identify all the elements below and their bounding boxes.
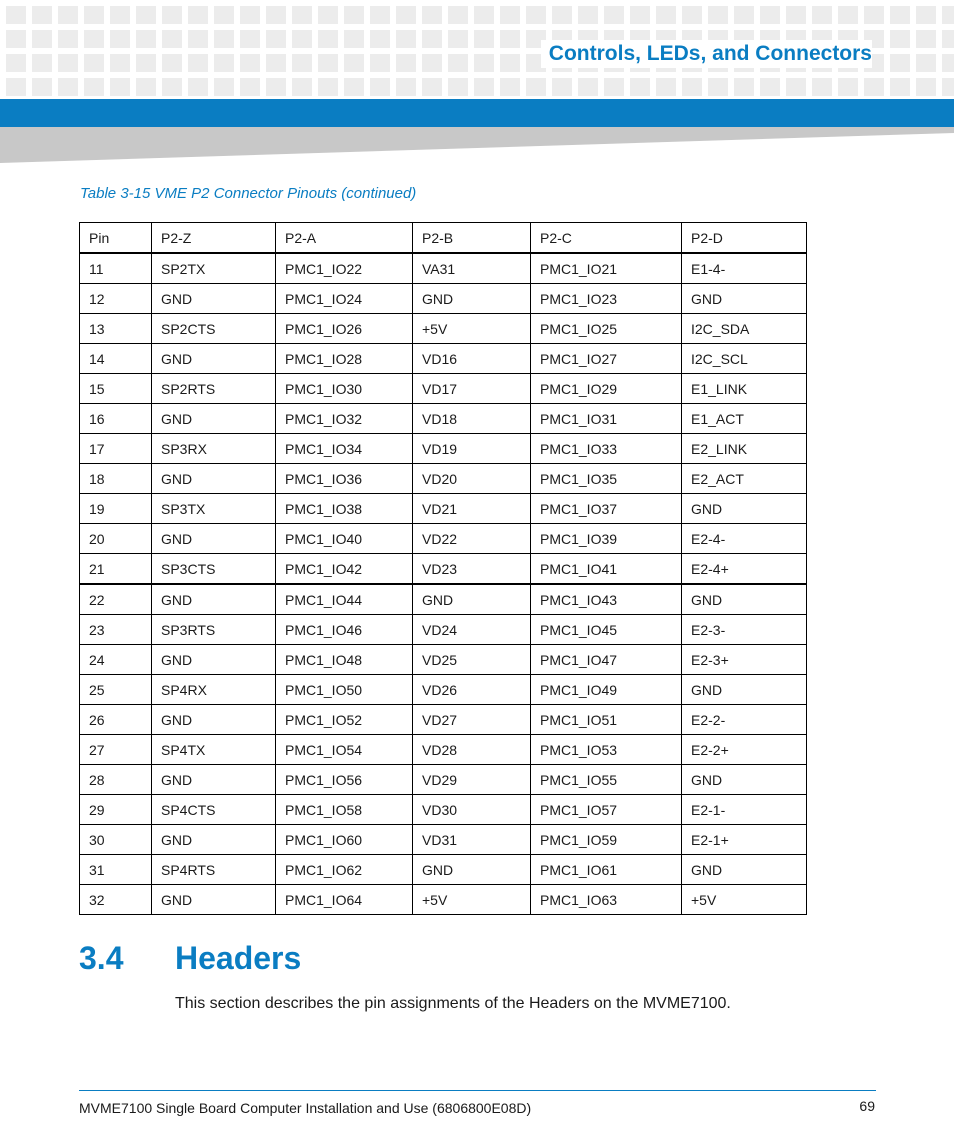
- table-cell: PMC1_IO31: [531, 404, 682, 434]
- table-cell: I2C_SDA: [682, 314, 807, 344]
- table-cell: E2-2-: [682, 705, 807, 735]
- table-row: [80, 404, 807, 434]
- table-cell: GND: [152, 464, 276, 494]
- table-cell: 20: [80, 524, 152, 554]
- table-row: [80, 284, 807, 314]
- table-cell: VD20: [413, 464, 531, 494]
- table-cell: GND: [413, 584, 531, 615]
- table-cell: 32: [80, 885, 152, 915]
- table-cell: PMC1_IO22: [276, 253, 413, 284]
- column-header-p2z: P2-Z: [152, 223, 276, 254]
- table-cell: VD26: [413, 675, 531, 705]
- table-cell: E2-1+: [682, 825, 807, 855]
- table-cell: PMC1_IO58: [276, 795, 413, 825]
- table-cell: +5V: [413, 885, 531, 915]
- table-cell: VD29: [413, 765, 531, 795]
- table-cell: VD25: [413, 645, 531, 675]
- table-cell: PMC1_IO42: [276, 554, 413, 585]
- table-cell: VD18: [413, 404, 531, 434]
- table-cell: GND: [152, 344, 276, 374]
- table-cell: SP4TX: [152, 735, 276, 765]
- section-number: 3.4: [79, 940, 124, 976]
- table-cell: 25: [80, 675, 152, 705]
- table-cell: PMC1_IO43: [531, 584, 682, 615]
- table-cell: SP4CTS: [152, 795, 276, 825]
- table-cell: VD22: [413, 524, 531, 554]
- table-cell: 28: [80, 765, 152, 795]
- table-cell: PMC1_IO29: [531, 374, 682, 404]
- table-cell: GND: [413, 855, 531, 885]
- table-cell: GND: [682, 855, 807, 885]
- table-row: [80, 314, 807, 344]
- table-cell: GND: [682, 584, 807, 615]
- table-caption: Table 3-15 VME P2 Connector Pinouts (continued): [80, 185, 417, 202]
- table-cell: E2-4+: [682, 554, 807, 585]
- table-cell: 26: [80, 705, 152, 735]
- table-cell: PMC1_IO34: [276, 434, 413, 464]
- table-cell: PMC1_IO44: [276, 584, 413, 615]
- table-cell: PMC1_IO26: [276, 314, 413, 344]
- table-cell: 22: [80, 584, 152, 615]
- table-cell: PMC1_IO40: [276, 524, 413, 554]
- table-cell: PMC1_IO61: [531, 855, 682, 885]
- table-cell: PMC1_IO51: [531, 705, 682, 735]
- table-cell: PMC1_IO47: [531, 645, 682, 675]
- table-cell: SP3TX: [152, 494, 276, 524]
- table-cell: I2C_SCL: [682, 344, 807, 374]
- table-cell: E1-4-: [682, 253, 807, 284]
- column-header-p2a: P2-A: [276, 223, 413, 254]
- header-grey-wedge: [0, 127, 954, 163]
- table-row: [80, 825, 807, 855]
- table-cell: 24: [80, 645, 152, 675]
- column-header-p2c: P2-C: [531, 223, 682, 254]
- table-row: [80, 885, 807, 915]
- header-blue-bar: [0, 99, 954, 127]
- table-cell: +5V: [413, 314, 531, 344]
- table-cell: SP3RTS: [152, 615, 276, 645]
- table-cell: 30: [80, 825, 152, 855]
- table-cell: PMC1_IO38: [276, 494, 413, 524]
- table-cell: 19: [80, 494, 152, 524]
- table-row: [80, 464, 807, 494]
- table-cell: GND: [152, 584, 276, 615]
- table-row: [80, 675, 807, 705]
- table-cell: PMC1_IO35: [531, 464, 682, 494]
- table-cell: PMC1_IO45: [531, 615, 682, 645]
- table-cell: GND: [413, 284, 531, 314]
- table-cell: PMC1_IO54: [276, 735, 413, 765]
- table-cell: +5V: [682, 885, 807, 915]
- table-cell: VD17: [413, 374, 531, 404]
- table-row: [80, 705, 807, 735]
- footer-document-title: MVME7100 Single Board Computer Installation and Use (6806800E08D): [79, 1100, 532, 1116]
- table-cell: VA31: [413, 253, 531, 284]
- table-cell: VD23: [413, 554, 531, 585]
- table-cell: 23: [80, 615, 152, 645]
- table-cell: GND: [682, 494, 807, 524]
- table-cell: VD31: [413, 825, 531, 855]
- table-cell: PMC1_IO27: [531, 344, 682, 374]
- table-cell: 16: [80, 404, 152, 434]
- table-cell: 21: [80, 554, 152, 585]
- table-row: [80, 253, 807, 284]
- table-cell: GND: [152, 765, 276, 795]
- table-cell: PMC1_IO62: [276, 855, 413, 885]
- table-cell: PMC1_IO41: [531, 554, 682, 585]
- table-cell: 31: [80, 855, 152, 885]
- table-cell: GND: [152, 404, 276, 434]
- table-cell: PMC1_IO49: [531, 675, 682, 705]
- table-cell: PMC1_IO59: [531, 825, 682, 855]
- table-cell: VD16: [413, 344, 531, 374]
- vme-p2-pinout-table: [79, 222, 807, 915]
- table-cell: PMC1_IO36: [276, 464, 413, 494]
- table-row: [80, 374, 807, 404]
- table-row: [80, 735, 807, 765]
- table-row: [80, 524, 807, 554]
- table-cell: PMC1_IO21: [531, 253, 682, 284]
- table-cell: PMC1_IO55: [531, 765, 682, 795]
- table-cell: GND: [152, 825, 276, 855]
- table-cell: PMC1_IO46: [276, 615, 413, 645]
- table-row: [80, 645, 807, 675]
- table-row: [80, 765, 807, 795]
- table-cell: GND: [152, 524, 276, 554]
- table-cell: PMC1_IO52: [276, 705, 413, 735]
- table-cell: PMC1_IO53: [531, 735, 682, 765]
- table-cell: VD24: [413, 615, 531, 645]
- table-cell: VD21: [413, 494, 531, 524]
- table-cell: E2-3-: [682, 615, 807, 645]
- footer-page-number: 69: [859, 1098, 875, 1114]
- table-cell: SP2RTS: [152, 374, 276, 404]
- table-cell: PMC1_IO23: [531, 284, 682, 314]
- table-row: [80, 494, 807, 524]
- table-cell: E2-1-: [682, 795, 807, 825]
- table-cell: 17: [80, 434, 152, 464]
- table-cell: E2-4-: [682, 524, 807, 554]
- table-cell: SP3RX: [152, 434, 276, 464]
- table-cell: SP2TX: [152, 253, 276, 284]
- table-cell: PMC1_IO56: [276, 765, 413, 795]
- column-header-p2d: P2-D: [682, 223, 807, 254]
- table-cell: PMC1_IO37: [531, 494, 682, 524]
- table-cell: GND: [682, 675, 807, 705]
- table-cell: PMC1_IO63: [531, 885, 682, 915]
- table-cell: 14: [80, 344, 152, 374]
- table-row: [80, 434, 807, 464]
- table-row: [80, 615, 807, 645]
- table-cell: VD27: [413, 705, 531, 735]
- table-cell: PMC1_IO60: [276, 825, 413, 855]
- table-cell: PMC1_IO32: [276, 404, 413, 434]
- section-title: Headers: [175, 940, 302, 976]
- table-cell: PMC1_IO50: [276, 675, 413, 705]
- table-row: [80, 795, 807, 825]
- table-cell: 11: [80, 253, 152, 284]
- table-cell: GND: [682, 284, 807, 314]
- table-header-row: [80, 223, 807, 254]
- table-cell: E1_ACT: [682, 404, 807, 434]
- table-cell: PMC1_IO24: [276, 284, 413, 314]
- column-header-p2b: P2-B: [413, 223, 531, 254]
- table-cell: PMC1_IO30: [276, 374, 413, 404]
- table-cell: GND: [682, 765, 807, 795]
- table-cell: 12: [80, 284, 152, 314]
- table-cell: GND: [152, 885, 276, 915]
- table-cell: GND: [152, 645, 276, 675]
- table-cell: 29: [80, 795, 152, 825]
- table-cell: 18: [80, 464, 152, 494]
- table-cell: VD30: [413, 795, 531, 825]
- table-row: [80, 855, 807, 885]
- running-header-title: Controls, LEDs, and Connectors: [541, 40, 872, 68]
- table-cell: PMC1_IO39: [531, 524, 682, 554]
- table-cell: E2_ACT: [682, 464, 807, 494]
- table-cell: PMC1_IO28: [276, 344, 413, 374]
- table-cell: PMC1_IO33: [531, 434, 682, 464]
- table-cell: PMC1_IO48: [276, 645, 413, 675]
- section-intro-paragraph: This section describes the pin assignments of the Headers on the MVME7100.: [175, 995, 731, 1012]
- table-row: [80, 554, 807, 585]
- table-cell: VD19: [413, 434, 531, 464]
- table-cell: SP3CTS: [152, 554, 276, 585]
- table-cell: 27: [80, 735, 152, 765]
- table-cell: SP4RTS: [152, 855, 276, 885]
- table-cell: E1_LINK: [682, 374, 807, 404]
- table-cell: SP2CTS: [152, 314, 276, 344]
- table-cell: 15: [80, 374, 152, 404]
- table-cell: E2-2+: [682, 735, 807, 765]
- table-cell: 13: [80, 314, 152, 344]
- table-cell: E2-3+: [682, 645, 807, 675]
- table-body: [80, 253, 807, 915]
- table-cell: PMC1_IO57: [531, 795, 682, 825]
- table-cell: VD28: [413, 735, 531, 765]
- table-row: [80, 344, 807, 374]
- column-header-pin: Pin: [80, 223, 152, 254]
- table-row: [80, 584, 807, 615]
- table-cell: SP4RX: [152, 675, 276, 705]
- footer-rule: [79, 1090, 876, 1091]
- table-cell: PMC1_IO25: [531, 314, 682, 344]
- table-cell: GND: [152, 284, 276, 314]
- table-cell: GND: [152, 705, 276, 735]
- table-cell: PMC1_IO64: [276, 885, 413, 915]
- table-cell: E2_LINK: [682, 434, 807, 464]
